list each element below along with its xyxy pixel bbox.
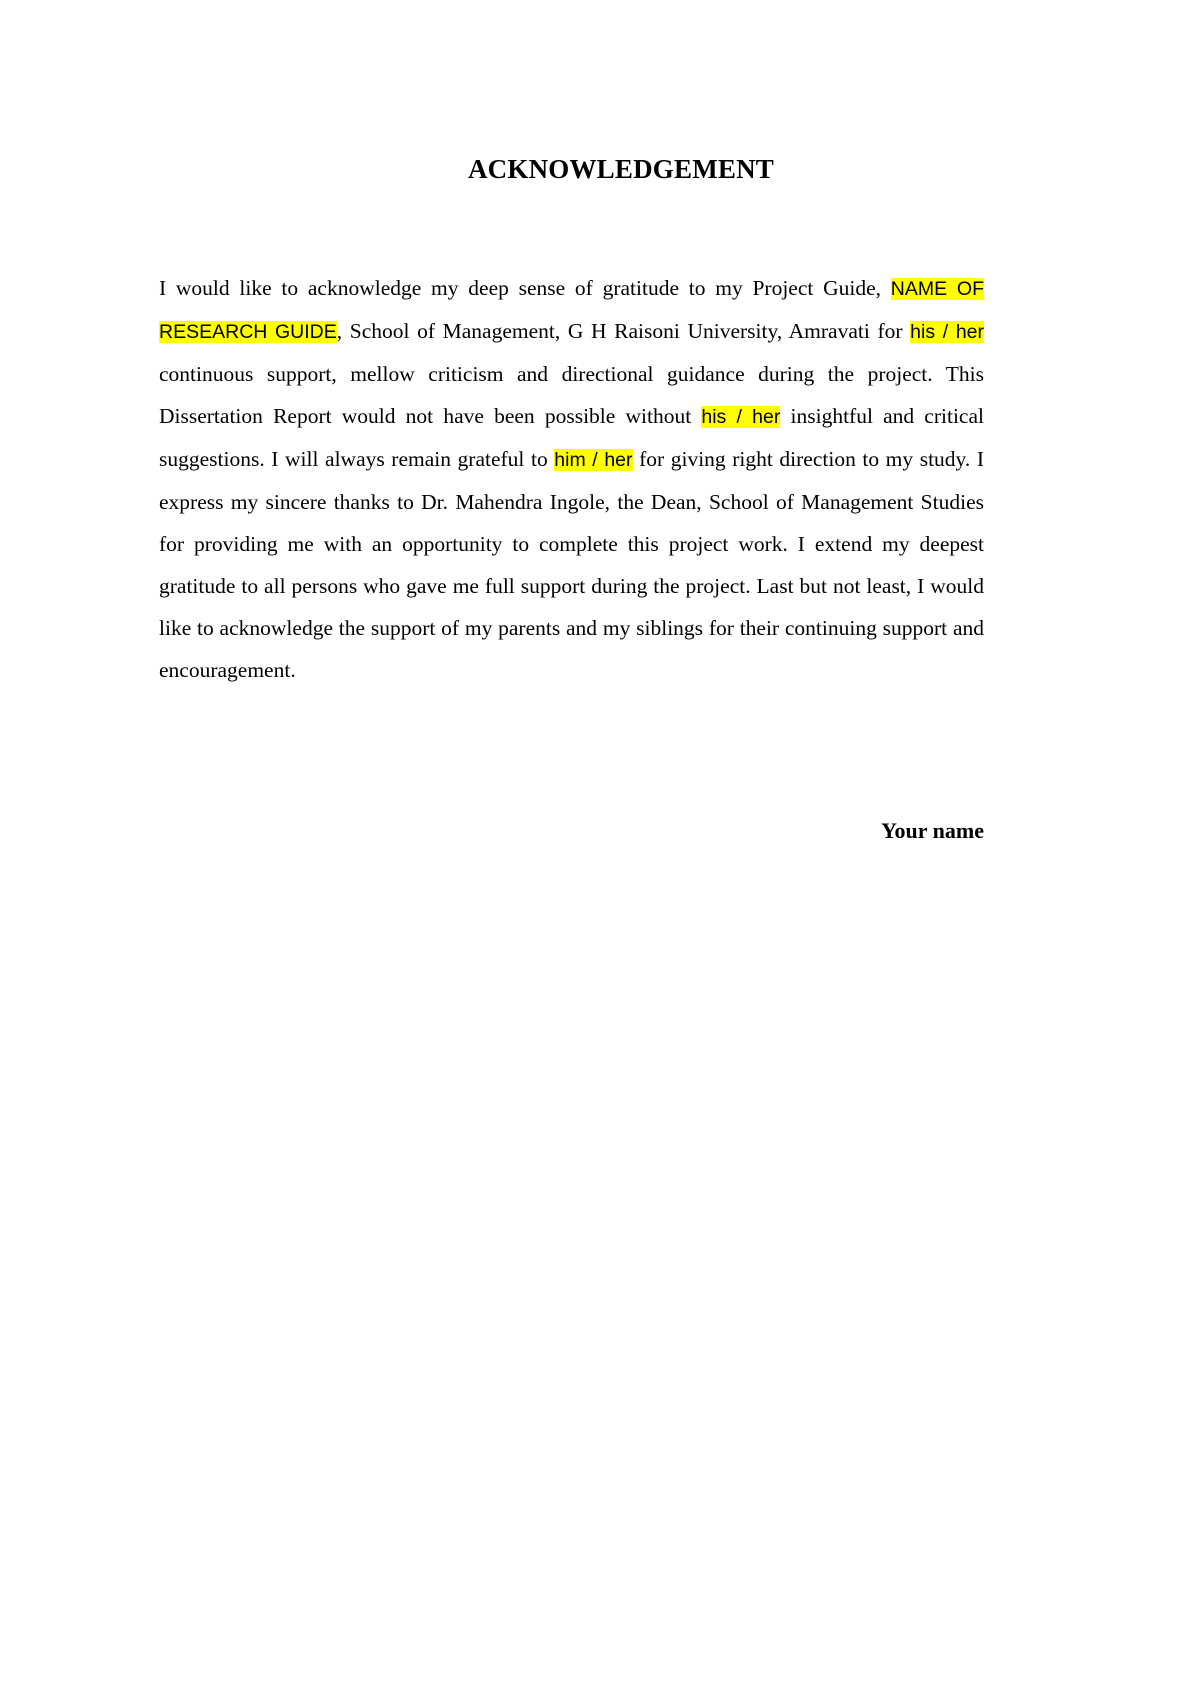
page-title-text: ACKNOWLEDGEMENT — [467, 154, 775, 184]
page-title — [0, 154, 1200, 185]
paragraph-text-2: , School of Management, G H Raisoni University, Amravati for — [336, 319, 911, 343]
acknowledgement-paragraph — [159, 267, 984, 691]
pronoun-highlight-1: his / her — [910, 321, 985, 343]
signature-name: Your name — [881, 818, 984, 843]
pronoun-highlight-3: him / her — [554, 449, 633, 471]
pronoun-highlight-2: his / her — [701, 406, 781, 428]
guide-name-highlight: NAME OF RESEARCH GUIDE — [159, 278, 984, 343]
paragraph-text-3: continuous support, mellow criticism and directional guidance during the project. This Dissertation Report would not have been possible without — [159, 362, 984, 428]
paragraph-text-4: insightful and critical suggestions. I will always remain grateful to — [159, 404, 984, 471]
paragraph-text-5: for giving right direction to my study. I express my sincere thanks to Dr. Mahendra Ingole, the Dean, School of Management Studies for providing me with an opportunity to complete this project work. I extend my deepest gratitude to all persons who gave me full support during the project. Last but not least, I would like to acknowledge the support of my parents and my siblings for their continuing support and encouragement. — [159, 447, 985, 682]
paragraph-text-1: I would like to acknowledge my deep sense of gratitude to my Project Guide, — [159, 276, 891, 300]
